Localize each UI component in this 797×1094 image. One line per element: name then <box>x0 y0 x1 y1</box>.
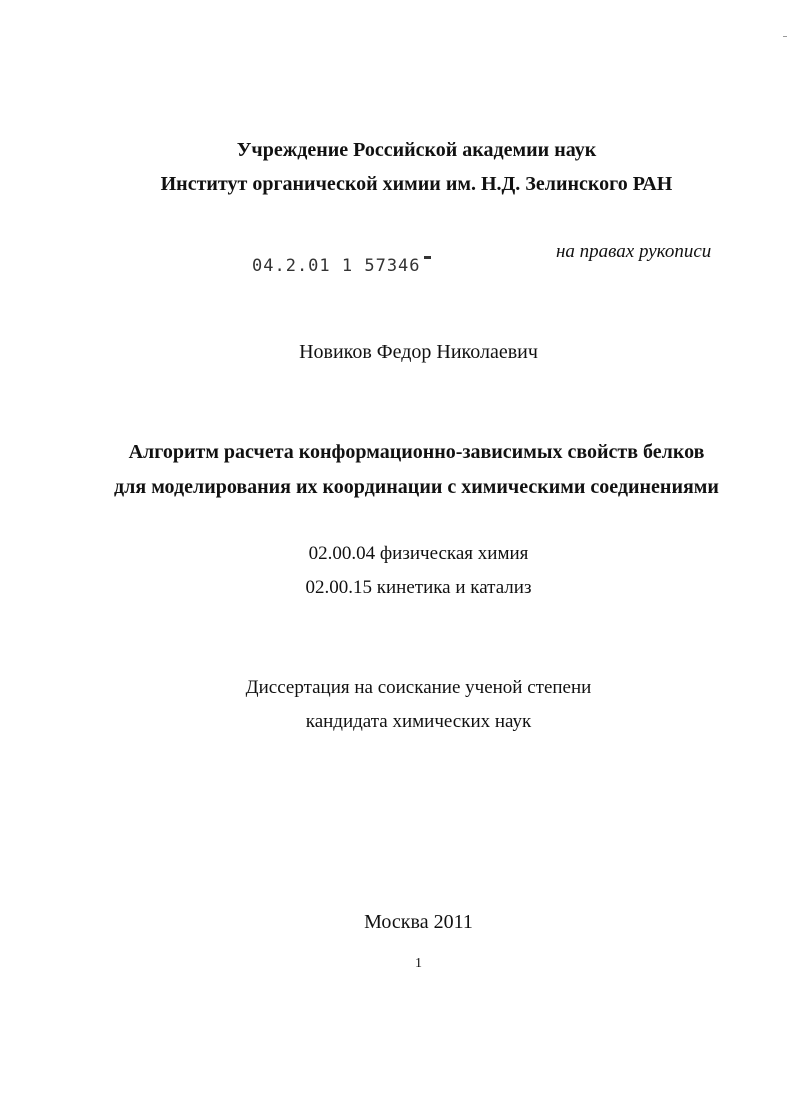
institute-name: Институт органической химии им. Н.Д. Зелинского РАН <box>160 173 673 195</box>
registration-stamp <box>252 256 431 276</box>
page-number: 1 <box>415 956 422 971</box>
degree-line-2: кандидата химических наук <box>305 711 532 732</box>
specialty-code-2: 02.00.15 кинетика и катализ <box>305 577 532 598</box>
specialty-code-1: 02.00.04 физическая химия <box>308 543 529 564</box>
dissertation-title-line-2: для моделирования их координации с химическими соединениями <box>114 476 719 498</box>
manuscript-note: на правах рукописи <box>556 241 712 262</box>
institution-name: Учреждение Российской академии наук <box>236 139 597 161</box>
registration-number: 04.2.01 1 57346 <box>252 256 421 276</box>
degree-line-1: Диссертация на соискание ученой степени <box>245 677 592 698</box>
dissertation-title-line-1: Алгоритм расчета конформационно-зависимых свойств белков <box>128 441 705 463</box>
stamp-dash <box>424 256 431 259</box>
author-name: Новиков Федор Николаевич <box>299 341 538 363</box>
scan-artifact <box>783 36 787 37</box>
city-year: Москва 2011 <box>364 911 473 933</box>
